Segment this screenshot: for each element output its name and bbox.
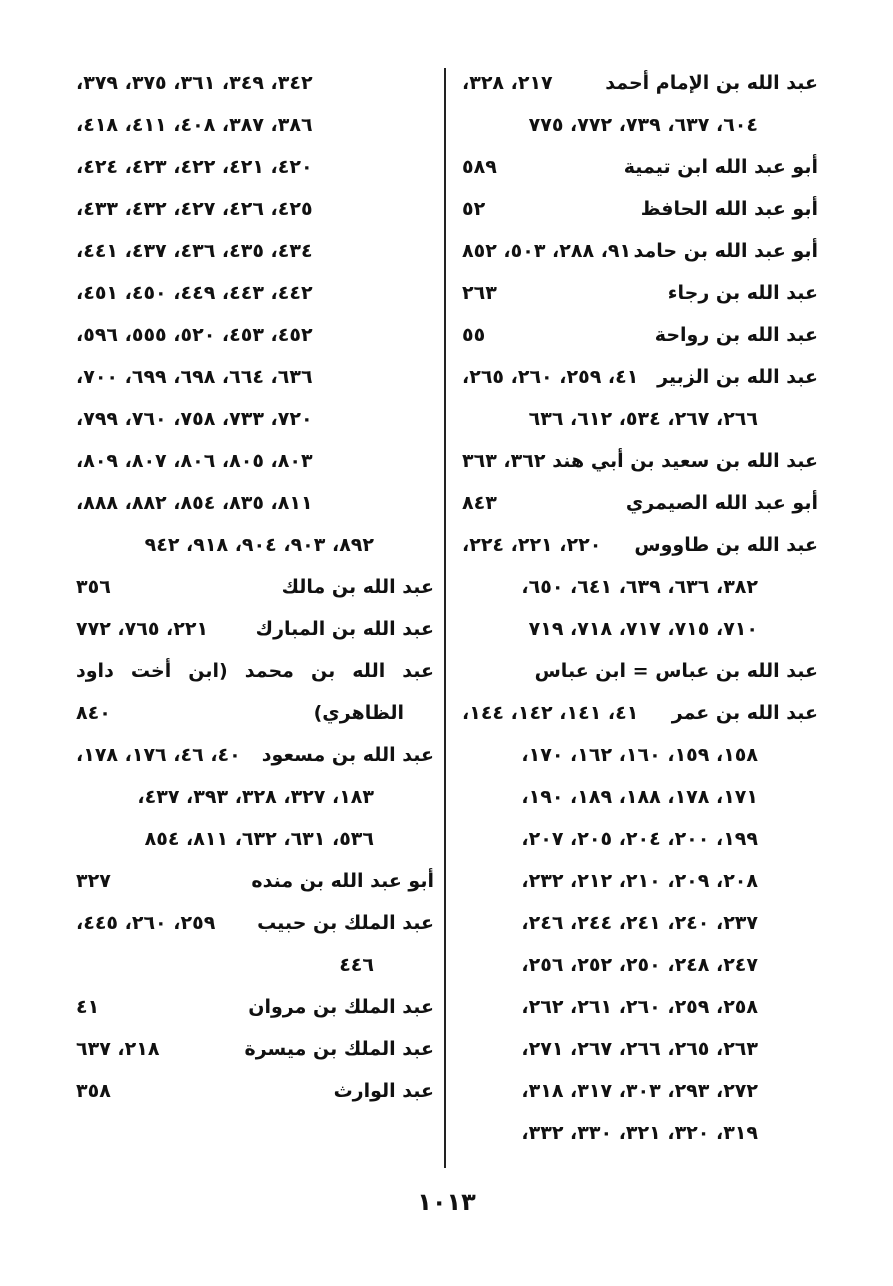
entry-name: عبد الله بن سعيد بن أبي هند [552, 450, 818, 472]
entry-continuation: ١٩٩، ٢٠٠، ٢٠٤، ٢٠٥، ٢٠٧، [521, 828, 758, 850]
entry-continuation: ٤٣٤، ٤٣٥، ٤٣٦، ٤٣٧، ٤٤١، [76, 240, 313, 262]
entry-continuation: ٢٦٣، ٢٦٥، ٢٦٦، ٢٦٧، ٢٧١، [521, 1038, 758, 1060]
entry-name: عبد الملك بن حبيب [257, 912, 434, 934]
entry-continuation: ٨٠٣، ٨٠٥، ٨٠٦، ٨٠٧، ٨٠٩، [76, 450, 313, 472]
entry-name: عبد الله بن مسعود [261, 744, 434, 766]
index-entry-line [458, 1070, 818, 1112]
index-entry-line [72, 440, 434, 482]
index-entry-line [72, 314, 434, 356]
index-entry-line [458, 146, 818, 188]
index-entry-line [72, 734, 434, 776]
entry-continuation: ٤٤٦ [339, 954, 374, 976]
index-entry-line [458, 62, 818, 104]
index-entry-line [458, 650, 818, 692]
index-entry-line [72, 104, 434, 146]
index-entry-line [458, 440, 818, 482]
index-entry-line [458, 902, 818, 944]
entry-continuation: ٢٦٦، ٢٦٧، ٥٣٤، ٦١٢، ٦٣٦ [528, 408, 758, 430]
entry-continuation: ٧١٠، ٧١٥، ٧١٧، ٧١٨، ٧١٩ [528, 618, 758, 640]
entry-page-numbers: ٣٢٧ [76, 870, 111, 892]
entry-continuation: ٣٤٢، ٣٤٩، ٣٦١، ٣٧٥، ٣٧٩، [76, 72, 313, 94]
index-entry-line [458, 692, 818, 734]
index-entry-line [458, 356, 818, 398]
entry-page-numbers: ٢٥٩، ٢٦٠، ٤٤٥، [76, 912, 216, 934]
entry-name: أبو عبد الله بن حامد [633, 240, 818, 262]
index-entry-line [72, 1028, 434, 1070]
entry-page-numbers: ٤٠، ٤٦، ١٧٦، ١٧٨، [76, 744, 241, 766]
index-entry-line [458, 818, 818, 860]
entry-page-numbers: ٢٢٠، ٢٢١، ٢٢٤، [462, 534, 602, 556]
index-entry-line [458, 986, 818, 1028]
entry-name: أبو عبد الله بن منده [251, 870, 434, 892]
entry-page-numbers: ٨٤٠ [76, 702, 111, 724]
entry-page-numbers: ٣٥٦ [76, 576, 111, 598]
entry-continuation: ٣٨٦، ٣٨٧، ٤٠٨، ٤١١، ٤١٨، [76, 114, 313, 136]
index-entry-line [458, 776, 818, 818]
column-divider [444, 68, 446, 1168]
entry-continuation: ٧٢٠، ٧٣٣، ٧٥٨، ٧٦٠، ٧٩٩، [76, 408, 313, 430]
index-entry-line [458, 608, 818, 650]
entry-name: أبو عبد الله الحافظ [640, 198, 818, 220]
entry-continuation: عبد الله بن محمد (ابن أخت داود [76, 660, 434, 682]
index-entry-line [72, 1070, 434, 1112]
entry-continuation: ٨٩٢، ٩٠٣، ٩٠٤، ٩١٨، ٩٤٢ [144, 534, 374, 556]
entry-name: عبد الله بن عمر [671, 702, 818, 724]
entry-name: عبد الله بن الإمام أحمد [605, 72, 818, 94]
entry-page-numbers: ٢١٨، ٦٣٧ [76, 1038, 160, 1060]
entry-continuation: ٢٤٧، ٢٤٨، ٢٥٠، ٢٥٢، ٢٥٦، [521, 954, 758, 976]
entry-name: عبد الله بن مالك [281, 576, 434, 598]
index-entry-line [458, 230, 818, 272]
index-entry-line [458, 734, 818, 776]
entry-name: الظاهري) [313, 702, 404, 724]
index-entry-line [72, 62, 434, 104]
index-entry-line [72, 272, 434, 314]
entry-page-numbers: ٢١٧، ٣٢٨، [462, 72, 553, 94]
entry-name: عبد الوارث [333, 1080, 434, 1102]
entry-name: أبو عبد الله ابن تيمية [623, 156, 818, 178]
entry-name: أبو عبد الله الصيمري [625, 492, 818, 514]
entry-continuation: ١٨٣، ٣٢٧، ٣٢٨، ٣٩٣، ٤٣٧، [137, 786, 374, 808]
index-entry-line [72, 356, 434, 398]
entry-page-numbers: ٢٦٣ [462, 282, 497, 304]
index-entry-line [72, 230, 434, 272]
index-entry-line [72, 524, 434, 566]
entry-name: عبد الله بن الزبير [657, 366, 818, 388]
index-entry-line [458, 482, 818, 524]
index-entry-line [72, 650, 434, 692]
entry-continuation: ٣١٩، ٣٢٠، ٣٢١، ٣٣٠، ٣٣٢، [521, 1122, 758, 1144]
index-entry-line [72, 986, 434, 1028]
index-column-left [72, 62, 434, 1112]
index-entry-line [458, 272, 818, 314]
entry-continuation: ٤٢٥، ٤٢٦، ٤٢٧، ٤٣٢، ٤٣٣، [76, 198, 313, 220]
index-entry-line [458, 398, 818, 440]
index-entry-line [458, 566, 818, 608]
entry-continuation: ١٥٨، ١٥٩، ١٦٠، ١٦٢، ١٧٠، [521, 744, 758, 766]
index-entry-line [458, 860, 818, 902]
index-column-right [458, 62, 818, 1154]
index-entry-line [72, 188, 434, 230]
entry-continuation: ١٧١، ١٧٨، ١٨٨، ١٨٩، ١٩٠، [521, 786, 758, 808]
entry-page-numbers: ٩١، ٢٨٨، ٥٠٣، ٨٥٢ [462, 240, 632, 262]
entry-name: عبد الله بن المبارك [255, 618, 434, 640]
index-entry-line [458, 104, 818, 146]
index-entry-line [72, 482, 434, 524]
index-entry-line [458, 1028, 818, 1070]
index-entry-line [72, 944, 434, 986]
entry-continuation: ٢٥٨، ٢٥٩، ٢٦٠، ٢٦١، ٢٦٢، [521, 996, 758, 1018]
entry-name: عبد الله بن عباس = ابن عباس [534, 660, 818, 682]
index-entry-line [72, 566, 434, 608]
index-entry-line [458, 188, 818, 230]
index-entry-line [72, 776, 434, 818]
entry-name: عبد الله بن رواحة [654, 324, 818, 346]
index-entry-line [458, 1112, 818, 1154]
index-entry-line [72, 398, 434, 440]
entry-page-numbers: ٣٦٢، ٣٦٣ [462, 450, 546, 472]
page-number: ١٠١٣ [417, 1188, 476, 1216]
entry-page-numbers: ٤١ [76, 996, 100, 1018]
index-entry-line [72, 902, 434, 944]
index-entry-line [458, 944, 818, 986]
entry-page-numbers: ٥٢ [462, 198, 486, 220]
entry-page-numbers: ٤١، ٢٥٩، ٢٦٠، ٢٦٥، [462, 366, 639, 388]
entry-continuation: ٥٣٦، ٦٣١، ٦٣٢، ٨١١، ٨٥٤ [144, 828, 374, 850]
entry-name: عبد الله بن طاووس [634, 534, 818, 556]
entry-name: عبد الله بن رجاء [667, 282, 818, 304]
entry-name: عبد الملك بن مروان [248, 996, 434, 1018]
index-entry-line [72, 860, 434, 902]
entry-page-numbers: ٥٨٩ [462, 156, 497, 178]
index-entry-line [72, 692, 434, 734]
index-entry-line [72, 146, 434, 188]
entry-continuation: ٤٤٢، ٤٤٣، ٤٤٩، ٤٥٠، ٤٥١، [76, 282, 313, 304]
entry-page-numbers: ٣٥٨ [76, 1080, 111, 1102]
entry-continuation: ٤٢٠، ٤٢١، ٤٢٢، ٤٢٣، ٤٢٤، [76, 156, 313, 178]
entry-continuation: ٦٠٤، ٦٣٧، ٧٣٩، ٧٧٢، ٧٧٥ [528, 114, 758, 136]
entry-continuation: ٦٣٦، ٦٦٤، ٦٩٨، ٦٩٩، ٧٠٠، [76, 366, 313, 388]
entry-continuation: ٢٣٧، ٢٤٠، ٢٤١، ٢٤٤، ٢٤٦، [521, 912, 758, 934]
entry-continuation: ٢٧٢، ٢٩٣، ٣٠٣، ٣١٧، ٣١٨، [521, 1080, 758, 1102]
entry-page-numbers: ٢٢١، ٧٦٥، ٧٧٢ [76, 618, 209, 640]
index-entry-line [458, 524, 818, 566]
index-entry-line [458, 314, 818, 356]
index-entry-line [72, 608, 434, 650]
entry-page-numbers: ٤١، ١٤١، ١٤٢، ١٤٤، [462, 702, 639, 724]
entry-name: عبد الملك بن ميسرة [244, 1038, 434, 1060]
entry-page-numbers: ٥٥ [462, 324, 486, 346]
entry-continuation: ٨١١، ٨٣٥، ٨٥٤، ٨٨٢، ٨٨٨، [76, 492, 313, 514]
entry-continuation: ٣٨٢، ٦٣٦، ٦٣٩، ٦٤١، ٦٥٠، [521, 576, 758, 598]
entry-continuation: ٢٠٨، ٢٠٩، ٢١٠، ٢١٢، ٢٣٢، [521, 870, 758, 892]
index-entry-line [72, 818, 434, 860]
entry-continuation: ٤٥٢، ٤٥٣، ٥٢٠، ٥٥٥، ٥٩٦، [76, 324, 313, 346]
entry-page-numbers: ٨٤٣ [462, 492, 497, 514]
